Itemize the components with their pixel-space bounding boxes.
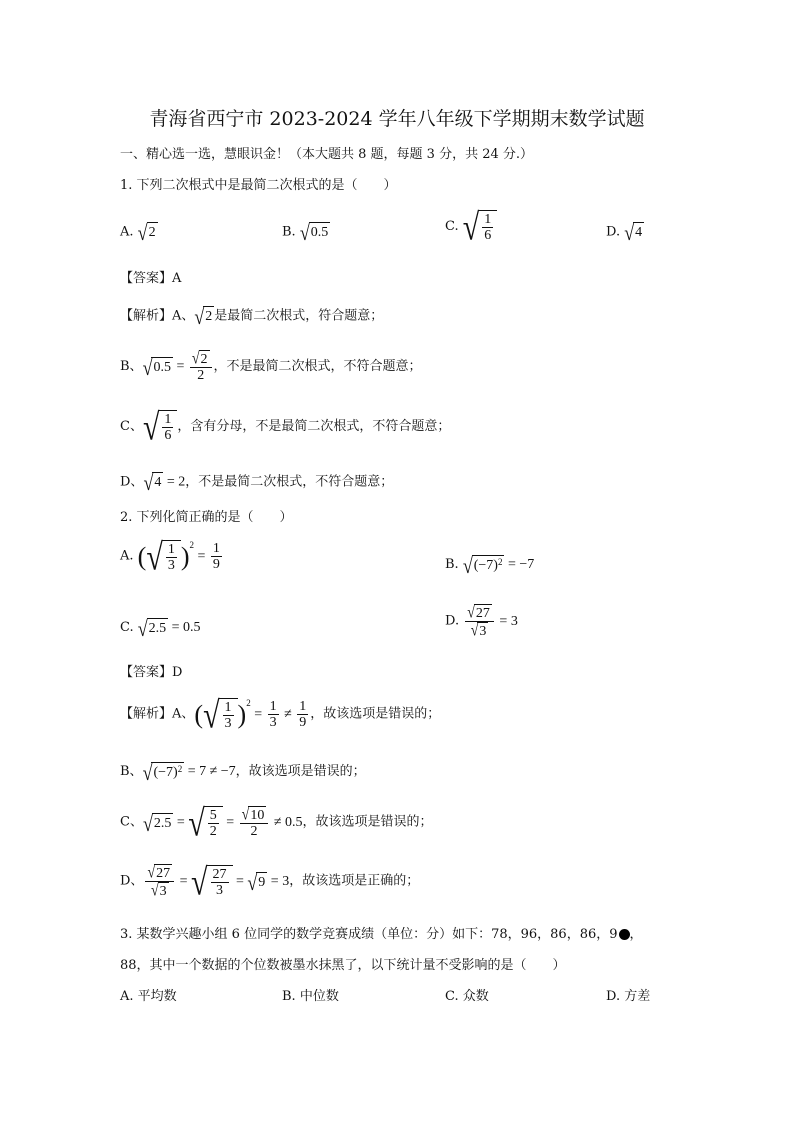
radical: √ 0.5: [299, 221, 329, 245]
q3-option-b[interactable]: B. 中位数: [282, 989, 339, 1004]
page-title: 青海省西宁市 2023-2024 学年八年级下学期期末数学试题: [149, 108, 645, 130]
radical: √ 4: [143, 471, 162, 495]
radical: √ $\frac{1}{6}$: [463, 210, 497, 243]
q3-option-d[interactable]: D. 方差: [606, 989, 651, 1004]
radical: √ 0.5: [142, 355, 171, 380]
analysis-prefix: B、: [120, 764, 143, 780]
q1-option-a[interactable]: [120, 221, 158, 245]
analysis-label: 【解析】A、: [120, 706, 195, 722]
q2-stem: 2. 下列化简正确的是（ ）: [120, 510, 293, 525]
fraction: √ 2 2: [190, 350, 212, 383]
analysis-label: 【解析】A、: [120, 308, 195, 324]
radical: √ 2: [137, 221, 156, 245]
option-label: B.: [282, 224, 296, 240]
expression: √ (−7) 2 = −7: [462, 554, 535, 578]
q3-stem-line1: [120, 926, 643, 944]
q1-option-c[interactable]: [445, 206, 497, 248]
section-heading: 一、精心选一选，慧眼识金！（本大题共 8 题，每题 3 分，共 24 分.）: [120, 147, 534, 162]
q1-analysis-d: D、 √ 4 = 2，不是最简二次根式，不符合题意；: [120, 471, 394, 495]
q2-answer: 【答案】D: [120, 665, 183, 680]
q3-stem-end: ，: [629, 927, 643, 942]
analysis-prefix: D、: [120, 474, 144, 490]
expression: ( √ $\frac{1}{3}$ )$^2$ = $\frac{1}{9}$: [137, 536, 220, 578]
analysis-prefix: C、: [120, 419, 143, 434]
q3-stem-text: 3. 某数学兴趣小组 6 位同学的数学竞赛成绩（单位：分）如下：78，96，86，86，9: [120, 927, 618, 942]
radical: √ 4: [624, 221, 643, 245]
option-label: C.: [445, 219, 459, 234]
q2-option-c[interactable]: [120, 617, 201, 641]
analysis-text: ，故该选项是错误的；: [235, 764, 366, 780]
option-label: D.: [445, 613, 460, 629]
q2-analysis-d: D、 √ 27 √ 3 = √ $\frac{27}{3}$ = √ 9 = 3，故该选项是正确的；: [120, 861, 420, 903]
analysis-text: ，不是最简二次根式，不符合题意；: [213, 359, 422, 374]
q3-option-a[interactable]: A. 平均数: [120, 989, 177, 1004]
q3-option-c[interactable]: C. 众数: [445, 989, 489, 1004]
expression: √ 27 √ 3 = 3: [467, 604, 518, 641]
option-label: C.: [120, 620, 134, 636]
q2-analysis-a: 【解析】A、( √ $\frac{1}{3}$ )$^2$ = $\frac{1}{3}$ ≠ $\frac{1}{9}$ ，故该选项是错误的；: [120, 694, 441, 736]
option-label: D.: [606, 224, 621, 240]
q1-stem: 1. 下列二次根式中是最简二次根式的是（ ）: [120, 178, 397, 193]
analysis-text: ，含有分母，不是最简二次根式，不符合题意；: [177, 419, 451, 434]
q2-option-a[interactable]: [120, 536, 224, 578]
q1-option-d[interactable]: [606, 221, 644, 245]
expression: √ 2.5 = 0.5: [137, 617, 201, 641]
analysis-text: 是最简二次根式，符合题意；: [214, 308, 384, 324]
analysis-prefix: C、: [120, 814, 143, 830]
analysis-text: ，故该选项是错误的；: [302, 814, 433, 830]
analysis-text: ，不是最简二次根式，不符合题意；: [185, 474, 394, 490]
analysis-text: ，故该选项是错误的；: [310, 706, 441, 722]
q3-stem-line2: 88，其中一个数据的个位数被墨水抹黑了，以下统计量不受影响的是（ ）: [120, 958, 566, 973]
q1-option-b[interactable]: [282, 221, 330, 245]
q1-analysis-a: [120, 305, 384, 329]
q2-option-d[interactable]: [445, 604, 518, 639]
option-label: A.: [120, 224, 134, 240]
radical: √ $\frac{1}{6}$: [143, 410, 177, 443]
q2-analysis-c: C、 √ 2.5 = √ $\frac{5}{2}$ = √ 10 2 ≠ 0.5，故该选项是错误的；: [120, 802, 433, 844]
ink-blot-icon: [619, 929, 630, 940]
q1-analysis-c: [120, 406, 451, 448]
option-label: A.: [120, 548, 134, 564]
q2-analysis-b: B、 √ (−7) 2 = 7 ≠ −7，故该选项是错误的；: [120, 761, 366, 785]
q1-answer: 【答案】A: [120, 271, 182, 286]
option-label: B.: [445, 557, 459, 573]
analysis-prefix: D、: [120, 873, 144, 889]
q1-analysis-b: B、 √ 0.5 = √ 2 2 ，不是最简二次根式，不符合题意；: [120, 350, 422, 383]
radical: √ 2: [194, 305, 213, 329]
q2-option-b[interactable]: [445, 554, 535, 578]
analysis-prefix: B、: [120, 359, 143, 374]
analysis-text: ，故该选项是正确的；: [289, 873, 420, 889]
